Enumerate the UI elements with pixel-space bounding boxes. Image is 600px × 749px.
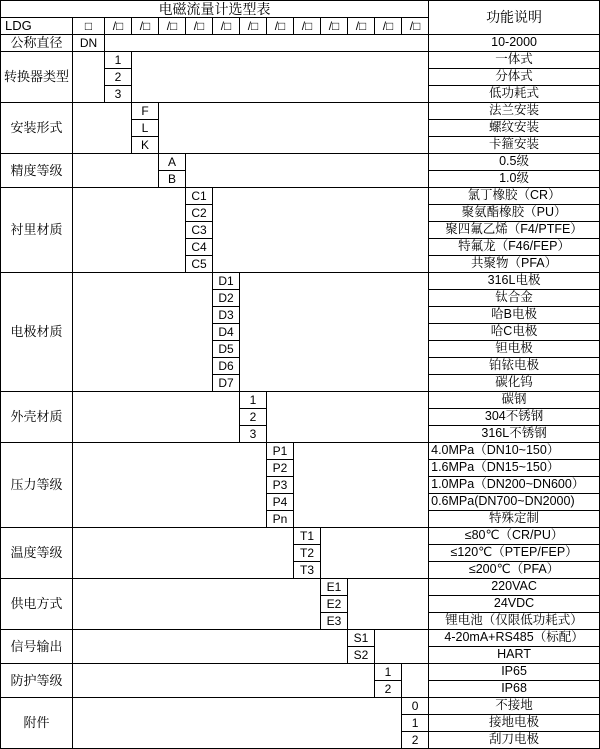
code-cell: 2 <box>375 681 402 698</box>
function-cell: IP65 <box>429 664 600 681</box>
function-cell: ≤120℃（PTEP/FEP） <box>429 545 600 562</box>
function-cell: 聚氨酯橡胶（PU） <box>429 205 600 222</box>
function-cell: ≤80℃（CR/PU） <box>429 528 600 545</box>
function-cell: 304不锈钢 <box>429 409 600 426</box>
spacer-cell <box>402 664 429 698</box>
table-title: 电磁流量计选型表 <box>1 1 429 18</box>
function-cell: 220VAC <box>429 579 600 596</box>
code-cell: L <box>132 120 159 137</box>
code-cell: P3 <box>267 477 294 494</box>
code-cell: 2 <box>240 409 267 426</box>
function-cell: 法兰安装 <box>429 103 600 120</box>
code-cell: C3 <box>186 222 213 239</box>
model-prefix: LDG <box>1 18 73 35</box>
category-label: 温度等级 <box>1 528 73 579</box>
function-cell: 刮刀电极 <box>429 732 600 749</box>
spacer-cell <box>73 664 375 698</box>
code-cell: Pn <box>267 511 294 528</box>
category-label: 供电方式 <box>1 579 73 630</box>
code-cell: 1 <box>105 52 132 69</box>
function-cell: 碳钢 <box>429 392 600 409</box>
spacer-cell <box>186 154 429 188</box>
model-box: /□ <box>348 18 375 35</box>
function-cell: 分体式 <box>429 69 600 86</box>
code-cell: F <box>132 103 159 120</box>
model-box: /□ <box>105 18 132 35</box>
function-cell: 卡箍安装 <box>429 137 600 154</box>
function-cell: 0.5级 <box>429 154 600 171</box>
code-cell: C2 <box>186 205 213 222</box>
spacer-cell <box>348 579 429 630</box>
function-cell: 哈B电极 <box>429 307 600 324</box>
function-cell: 0.6MPa(DN700~DN2000) <box>429 494 600 511</box>
model-box: /□ <box>213 18 240 35</box>
code-cell: D6 <box>213 358 240 375</box>
model-box: /□ <box>294 18 321 35</box>
code-cell: E2 <box>321 596 348 613</box>
code-cell: D7 <box>213 375 240 392</box>
code-cell: 1 <box>402 715 429 732</box>
spacer-cell <box>132 52 429 103</box>
model-box: /□ <box>321 18 348 35</box>
spacer-cell <box>375 630 429 664</box>
function-cell: 锂电池（仅限低功耗式） <box>429 613 600 630</box>
function-cell: 4.0MPa（DN10~150） <box>429 443 600 460</box>
code-cell: C1 <box>186 188 213 205</box>
model-box: /□ <box>186 18 213 35</box>
code-cell: P2 <box>267 460 294 477</box>
function-cell: 1.0MPa（DN200~DN600） <box>429 477 600 494</box>
spacer-cell <box>73 392 240 443</box>
code-cell: D5 <box>213 341 240 358</box>
spacer-cell <box>105 35 429 52</box>
function-cell: 特殊定制 <box>429 511 600 528</box>
code-cell: A <box>159 154 186 171</box>
function-cell: 聚四氟乙烯（F4/PTFE） <box>429 222 600 239</box>
function-column-header: 功能说明 <box>429 1 600 35</box>
spacer-cell <box>73 443 267 528</box>
code-cell: 1 <box>375 664 402 681</box>
function-cell: 钛合金 <box>429 290 600 307</box>
code-cell: D3 <box>213 307 240 324</box>
function-cell: 10-2000 <box>429 35 600 52</box>
code-cell: 0 <box>402 698 429 715</box>
code-cell: S1 <box>348 630 375 647</box>
code-cell: S2 <box>348 647 375 664</box>
function-cell: HART <box>429 647 600 664</box>
category-label: 安装形式 <box>1 103 73 154</box>
category-label: 公称直径 <box>1 35 73 52</box>
category-label: 精度等级 <box>1 154 73 188</box>
code-cell: 3 <box>240 426 267 443</box>
spacer-cell <box>240 273 429 392</box>
code-cell: 3 <box>105 86 132 103</box>
code-cell: P1 <box>267 443 294 460</box>
model-box: /□ <box>402 18 429 35</box>
spacer-cell <box>73 188 186 273</box>
model-box: /□ <box>132 18 159 35</box>
code-cell: C5 <box>186 256 213 273</box>
code-cell: K <box>132 137 159 154</box>
spacer-cell <box>73 273 213 392</box>
model-box: /□ <box>375 18 402 35</box>
spacer-cell <box>213 188 429 273</box>
spacer-cell <box>73 52 105 103</box>
code-cell: D2 <box>213 290 240 307</box>
spacer-cell <box>294 443 429 528</box>
function-cell: 碳化钨 <box>429 375 600 392</box>
category-label: 转换器类型 <box>1 52 73 103</box>
model-box: /□ <box>159 18 186 35</box>
function-cell: 一体式 <box>429 52 600 69</box>
code-cell: 1 <box>240 392 267 409</box>
function-cell: 1.6MPa（DN15~150） <box>429 460 600 477</box>
spacer-cell <box>73 630 348 664</box>
spacer-cell <box>73 103 132 154</box>
function-cell: 316L电极 <box>429 273 600 290</box>
model-box: □ <box>73 18 105 35</box>
category-label: 压力等级 <box>1 443 73 528</box>
spacer-cell <box>321 528 429 579</box>
function-cell: 24VDC <box>429 596 600 613</box>
function-cell: ≤200℃（PFA） <box>429 562 600 579</box>
category-label: 附件 <box>1 698 73 749</box>
spacer-cell <box>267 392 429 443</box>
code-cell: T3 <box>294 562 321 579</box>
category-label: 电极材质 <box>1 273 73 392</box>
function-cell: IP68 <box>429 681 600 698</box>
code-cell: C4 <box>186 239 213 256</box>
function-cell: 接地电极 <box>429 715 600 732</box>
code-cell: 2 <box>105 69 132 86</box>
function-cell: 特氟龙（F46/FEP） <box>429 239 600 256</box>
code-cell: E1 <box>321 579 348 596</box>
function-cell: 钽电极 <box>429 341 600 358</box>
function-cell: 哈C电极 <box>429 324 600 341</box>
model-box: /□ <box>267 18 294 35</box>
code-cell: D1 <box>213 273 240 290</box>
code-cell: T1 <box>294 528 321 545</box>
function-cell: 1.0级 <box>429 171 600 188</box>
function-cell: 螺纹安装 <box>429 120 600 137</box>
spacer-cell <box>73 698 402 749</box>
function-cell: 低功耗式 <box>429 86 600 103</box>
function-cell: 316L不锈钢 <box>429 426 600 443</box>
category-label: 衬里材质 <box>1 188 73 273</box>
code-cell: D4 <box>213 324 240 341</box>
function-cell: 4-20mA+RS485（标配） <box>429 630 600 647</box>
category-label: 信号输出 <box>1 630 73 664</box>
function-cell: 氯丁橡胶（CR） <box>429 188 600 205</box>
code-cell: T2 <box>294 545 321 562</box>
spacer-cell <box>73 154 159 188</box>
function-cell: 共聚物（PFA） <box>429 256 600 273</box>
function-cell: 铂铱电极 <box>429 358 600 375</box>
code-cell: DN <box>73 35 105 52</box>
spacer-cell <box>73 528 294 579</box>
code-cell: B <box>159 171 186 188</box>
code-cell: E3 <box>321 613 348 630</box>
function-cell: 不接地 <box>429 698 600 715</box>
spacer-cell <box>159 103 429 154</box>
code-cell: P4 <box>267 494 294 511</box>
category-label: 外壳材质 <box>1 392 73 443</box>
category-label: 防护等级 <box>1 664 73 698</box>
code-cell: 2 <box>402 732 429 749</box>
model-box: /□ <box>240 18 267 35</box>
spacer-cell <box>73 579 321 630</box>
